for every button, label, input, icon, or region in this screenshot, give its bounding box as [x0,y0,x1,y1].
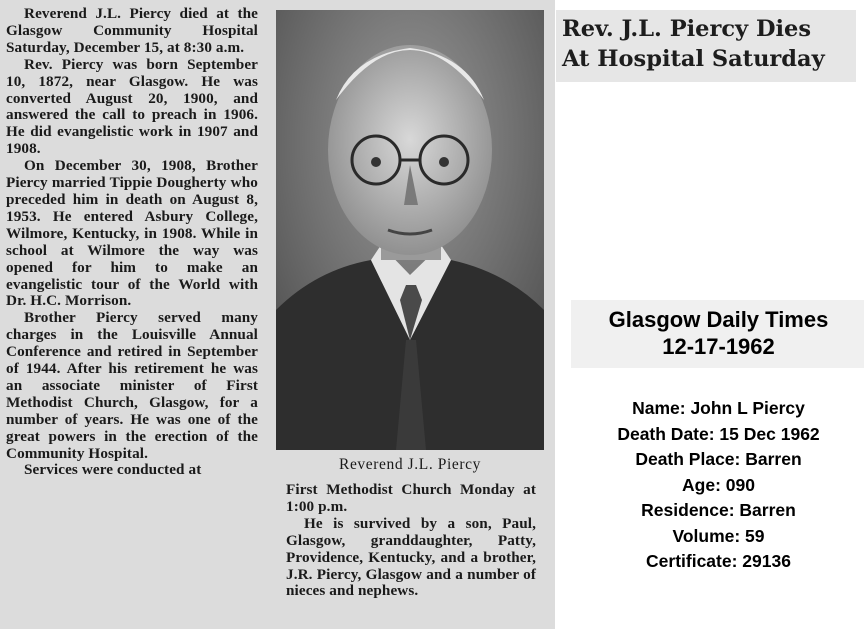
portrait-illustration [276,10,544,450]
article-paragraph: He is survived by a son, Paul, Glasgow, granddaughter, Patty, Providence, Kentucky, and a brother, J.R. Piercy, Glasgow and a number of nieces and nephews. [286,514,536,600]
article-paragraph: First Methodist Church Monday at 1:00 p.m. [286,481,536,515]
record-name: Name: John L Piercy [632,398,805,418]
article-column-1 [6,6,258,479]
record-certificate: Certificate: 29136 [646,551,791,571]
record-volume: Volume: 59 [672,525,765,546]
portrait-photo [276,10,544,450]
record-death-place: Death Place: Barren [635,449,802,469]
headline-line-1: Rev. J.L. Piercy Dies [562,16,811,42]
record-death-date: Death Date: 15 Dec 1962 [617,423,820,444]
article-paragraph: Rev. Piercy was born September 10, 1872, near Glasgow. He was converted August 20, 1900, and answered the call to preach in 1906. He did evangelistic work in 1907 and 1908. [6,55,258,158]
record-age: Age: 090 [682,474,755,495]
death-record [571,396,864,575]
headline-clip [556,10,856,82]
article-paragraph: Services were conducted at [24,461,202,479]
article-paragraph: Reverend J.L. Piercy died at the Glasgow Community Hospital Saturday, December 15, at 8:30 a.m. [6,5,258,56]
article-column-2 [286,482,536,600]
record-residence: Residence: Barren [641,500,796,520]
article-paragraph: Brother Piercy served many charges in the Louisville Annual Conference and retired in September of 1944. After his retirement he was an associate minister of First Methodist Church, Glasgow, for a number of years. He was one of the great powers in the erection of the Community Hospital. [6,309,258,462]
newspaper-name: Glasgow Daily Times [608,307,829,332]
headline-line-2: At Hospital Saturday [562,46,825,72]
source-label [571,300,864,368]
photo-caption: Reverend J.L. Piercy [339,456,481,473]
publication-date: 12-17-1962 [662,334,775,359]
article-paragraph: On December 30, 1908, Brother Piercy married Tippie Dougherty who preceded him in death on August 8, 1953. He entered Asbury College, Wilmore, Kentucky, in 1908. While in school at Wilmore the way was opened for him to make an evangelistic tour of the World with Dr. H.C. Morrison. [6,157,258,310]
